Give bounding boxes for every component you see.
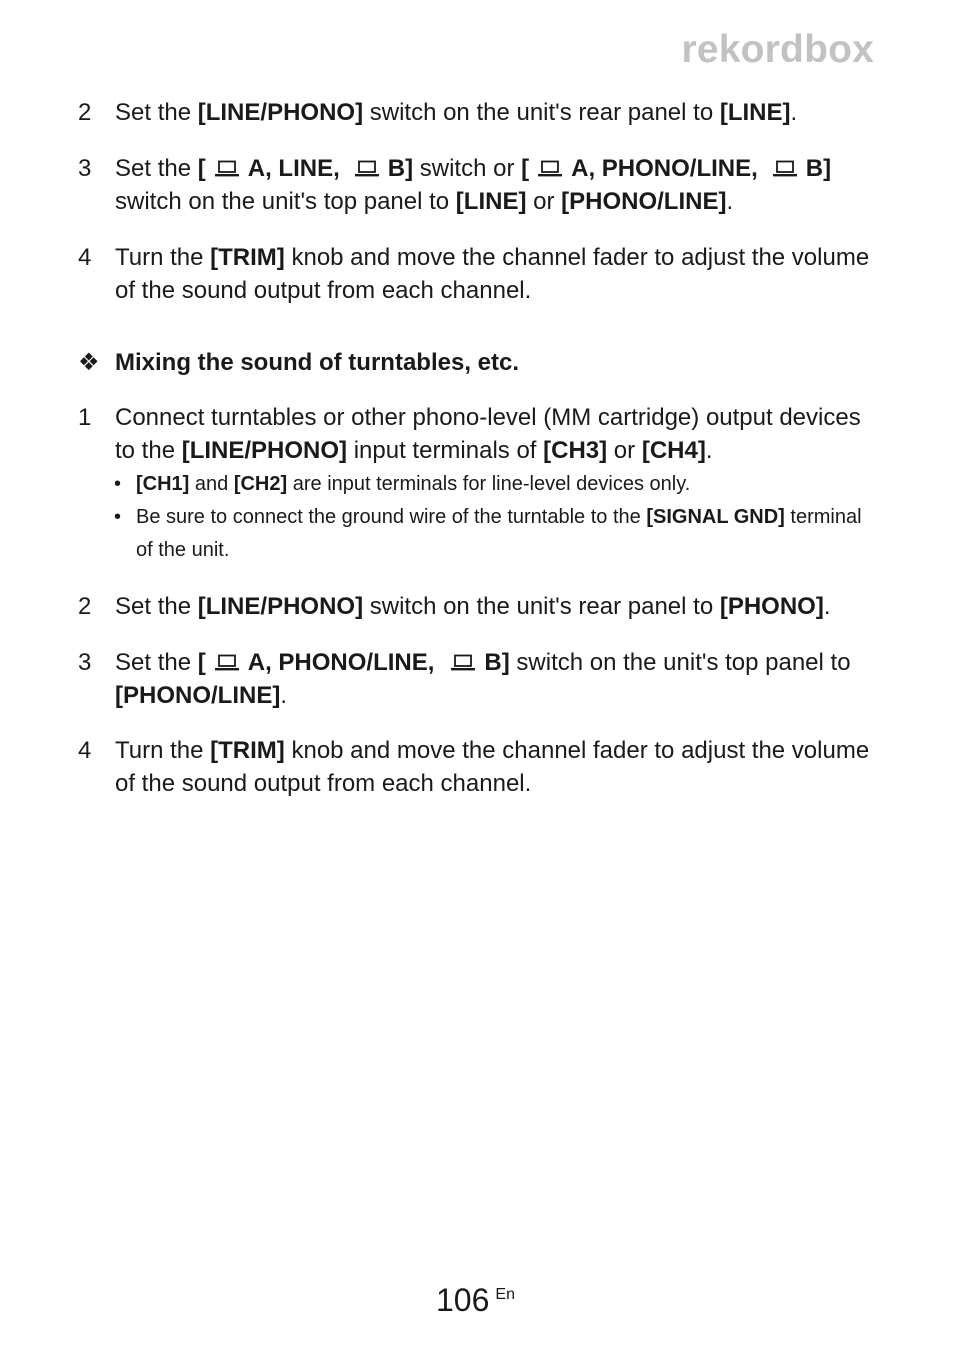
brand-logo-text: rekordbox <box>681 28 874 71</box>
bullet-dot: • <box>114 506 122 528</box>
bold-label: [LINE] <box>719 99 791 126</box>
bold-label: [TRIM] <box>210 244 285 271</box>
language-code: En <box>495 1286 515 1303</box>
laptop-icon <box>354 160 380 178</box>
step-text: Set the [ A, PHONO/LINE, B] switch on the unit's top panel to [PHONO/LINE]. <box>115 649 851 709</box>
laptop-icon <box>214 654 240 672</box>
step-2-phono <box>78 590 878 623</box>
step-number: 4 <box>78 244 92 271</box>
step-text: Turn the [TRIM] knob and move the channel fader to adjust the volume of the sound output from each channel. <box>115 737 870 797</box>
laptop-icon <box>450 654 476 672</box>
step-2-line <box>78 96 878 129</box>
bullet-dot: • <box>114 473 122 495</box>
laptop-icon <box>537 160 563 178</box>
laptop-icon <box>214 160 240 178</box>
step-4-line <box>78 241 878 307</box>
step-text: Connect turntables or other phono-level (MM cartridge) output devices to the [LINE/PHONO] input terminals of [CH3] or [CH4]. <box>115 404 861 464</box>
step-number: 1 <box>78 404 92 431</box>
note-bullet-1 <box>114 468 874 501</box>
section-title: Mixing the sound of turntables, etc. <box>115 349 520 376</box>
note-text: [CH1] and [CH2] are input terminals for line-level devices only. <box>136 473 691 495</box>
step-number: 4 <box>78 737 92 764</box>
laptop-icon <box>772 160 798 178</box>
step-number: 3 <box>78 155 92 182</box>
step-4-phono <box>78 734 878 800</box>
page-number: 106 $^{En}$ <box>436 1282 515 1318</box>
note-text: Be sure to connect the ground wire of the turntable to the [SIGNAL GND] terminal of the unit. <box>136 506 862 561</box>
note-bullet-2 <box>114 501 874 567</box>
step-text: Set the [LINE/PHONO] switch on the unit's rear panel to [LINE]. <box>115 99 798 126</box>
step-number: 2 <box>78 593 92 620</box>
step-3-phono <box>78 646 878 712</box>
step-number: 2 <box>78 99 92 126</box>
diamond-icon: ❖ <box>78 349 100 376</box>
step-text: Set the [ A, LINE, B] switch or [ A, PHONO/LINE, B] switch on the unit's top panel to [LINE] or [PHONO/LINE]. <box>115 155 832 215</box>
bold-label: [LINE/PHONO] <box>197 99 364 126</box>
step-3-line <box>78 152 878 218</box>
section-heading <box>78 346 519 379</box>
step-1-phono <box>78 401 878 467</box>
step-text: Turn the [TRIM] knob and move the channel fader to adjust the volume of the sound output from each channel. <box>115 244 870 304</box>
step-text: Set the [LINE/PHONO] switch on the unit's rear panel to [PHONO]. <box>115 593 831 620</box>
step-number: 3 <box>78 649 92 676</box>
